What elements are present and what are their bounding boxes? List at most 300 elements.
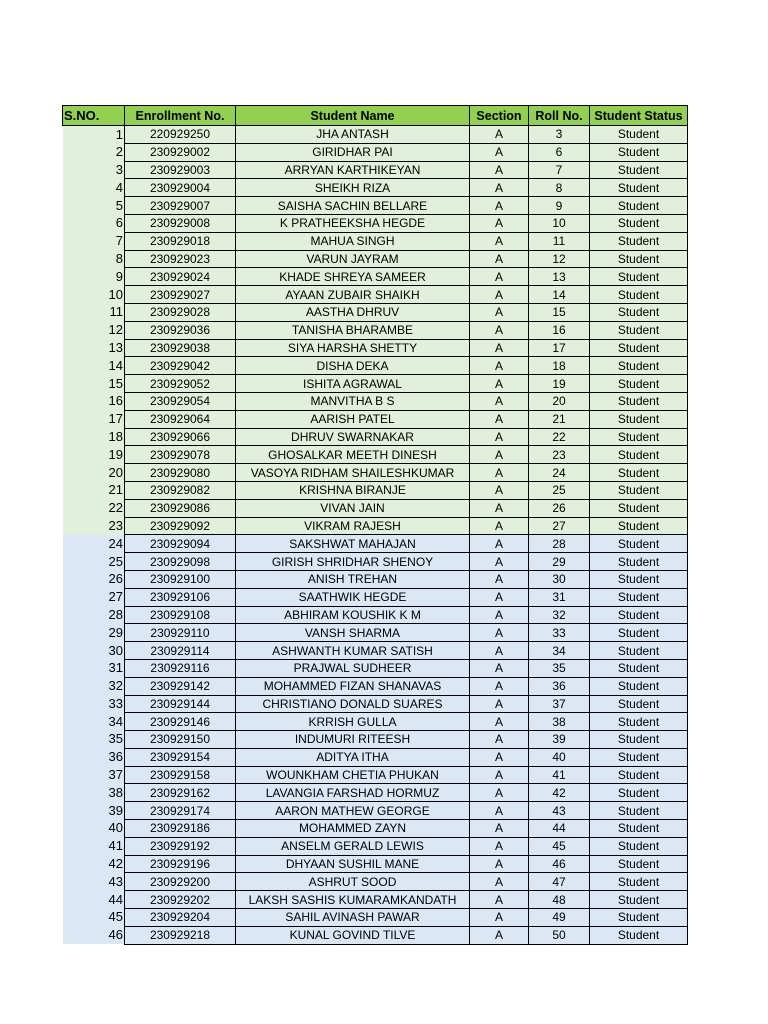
table-row bbox=[63, 410, 688, 428]
roll-no-cell: 31 bbox=[529, 588, 590, 606]
table-row bbox=[63, 909, 688, 927]
enrollment-cell: 230929094 bbox=[125, 535, 236, 553]
status-cell: Student bbox=[590, 731, 688, 749]
table-row bbox=[63, 481, 688, 499]
table-row bbox=[63, 570, 688, 588]
enrollment-cell: 230929116 bbox=[125, 659, 236, 677]
header-row bbox=[63, 106, 688, 126]
section-cell: A bbox=[470, 553, 529, 571]
section-cell: A bbox=[470, 535, 529, 553]
status-cell: Student bbox=[590, 179, 688, 197]
roll-no-cell: 12 bbox=[529, 250, 590, 268]
table-row bbox=[63, 891, 688, 909]
roll-no-cell: 36 bbox=[529, 677, 590, 695]
enrollment-cell: 230929082 bbox=[125, 481, 236, 499]
table-row bbox=[63, 499, 688, 517]
roll-no-cell: 11 bbox=[529, 232, 590, 250]
enrollment-cell: 230929003 bbox=[125, 161, 236, 179]
student-name-cell: PRAJWAL SUDHEER bbox=[236, 659, 470, 677]
section-cell: A bbox=[470, 820, 529, 838]
enrollment-cell: 230929158 bbox=[125, 766, 236, 784]
sno-cell: 41 bbox=[63, 837, 125, 855]
enrollment-cell: 230929106 bbox=[125, 588, 236, 606]
roll-no-cell: 17 bbox=[529, 339, 590, 357]
roll-no-cell: 44 bbox=[529, 820, 590, 838]
header-roll-no: Roll No. bbox=[529, 106, 590, 126]
sno-cell: 38 bbox=[63, 784, 125, 802]
enrollment-cell: 220929250 bbox=[125, 126, 236, 144]
roll-no-cell: 32 bbox=[529, 606, 590, 624]
student-name-cell: KRISHNA BIRANJE bbox=[236, 481, 470, 499]
sno-cell: 6 bbox=[63, 214, 125, 232]
student-name-cell: MANVITHA B S bbox=[236, 392, 470, 410]
enrollment-cell: 230929054 bbox=[125, 392, 236, 410]
table-row bbox=[63, 588, 688, 606]
roll-no-cell: 20 bbox=[529, 392, 590, 410]
table-header bbox=[63, 106, 688, 126]
status-cell: Student bbox=[590, 161, 688, 179]
table-row bbox=[63, 357, 688, 375]
roll-no-cell: 13 bbox=[529, 268, 590, 286]
student-name-cell: VARUN JAYRAM bbox=[236, 250, 470, 268]
student-name-cell: ANSELM GERALD LEWIS bbox=[236, 837, 470, 855]
status-cell: Student bbox=[590, 624, 688, 642]
roll-no-cell: 39 bbox=[529, 731, 590, 749]
table-row bbox=[63, 713, 688, 731]
roll-no-cell: 9 bbox=[529, 197, 590, 215]
student-name-cell: TANISHA BHARAMBE bbox=[236, 321, 470, 339]
table-row bbox=[63, 624, 688, 642]
table-row bbox=[63, 766, 688, 784]
table-row bbox=[63, 197, 688, 215]
status-cell: Student bbox=[590, 481, 688, 499]
table-row bbox=[63, 446, 688, 464]
sno-cell: 2 bbox=[63, 143, 125, 161]
enrollment-cell: 230929018 bbox=[125, 232, 236, 250]
roll-no-cell: 35 bbox=[529, 659, 590, 677]
student-name-cell: INDUMURI RITEESH bbox=[236, 731, 470, 749]
sno-cell: 39 bbox=[63, 802, 125, 820]
enrollment-cell: 230929066 bbox=[125, 428, 236, 446]
student-name-cell: ISHITA AGRAWAL bbox=[236, 375, 470, 393]
section-cell: A bbox=[470, 303, 529, 321]
status-cell: Student bbox=[590, 339, 688, 357]
student-name-cell: MOHAMMED ZAYN bbox=[236, 820, 470, 838]
student-name-cell: KHADE SHREYA SAMEER bbox=[236, 268, 470, 286]
sno-cell: 33 bbox=[63, 695, 125, 713]
sno-cell: 43 bbox=[63, 873, 125, 891]
student-name-cell: ASHWANTH KUMAR SATISH bbox=[236, 642, 470, 660]
sno-cell: 23 bbox=[63, 517, 125, 535]
section-cell: A bbox=[470, 268, 529, 286]
roll-no-cell: 7 bbox=[529, 161, 590, 179]
table-row bbox=[63, 321, 688, 339]
sno-cell: 5 bbox=[63, 197, 125, 215]
status-cell: Student bbox=[590, 535, 688, 553]
student-name-cell: DHYAAN SUSHIL MANE bbox=[236, 855, 470, 873]
status-cell: Student bbox=[590, 766, 688, 784]
status-cell: Student bbox=[590, 197, 688, 215]
student-name-cell: LAKSH SASHIS KUMARAMKANDATH bbox=[236, 891, 470, 909]
student-name-cell: VIVAN JAIN bbox=[236, 499, 470, 517]
student-name-cell: KRRISH GULLA bbox=[236, 713, 470, 731]
student-name-cell: MAHUA SINGH bbox=[236, 232, 470, 250]
enrollment-cell: 230929024 bbox=[125, 268, 236, 286]
sno-cell: 36 bbox=[63, 748, 125, 766]
status-cell: Student bbox=[590, 926, 688, 944]
student-name-cell: WOUNKHAM CHETIA PHUKAN bbox=[236, 766, 470, 784]
section-cell: A bbox=[470, 695, 529, 713]
status-cell: Student bbox=[590, 126, 688, 144]
roll-no-cell: 22 bbox=[529, 428, 590, 446]
enrollment-cell: 230929036 bbox=[125, 321, 236, 339]
roll-no-cell: 14 bbox=[529, 286, 590, 304]
student-name-cell: ASHRUT SOOD bbox=[236, 873, 470, 891]
status-cell: Student bbox=[590, 499, 688, 517]
table-row bbox=[63, 126, 688, 144]
table-body bbox=[63, 126, 688, 945]
student-name-cell: MOHAMMED FIZAN SHANAVAS bbox=[236, 677, 470, 695]
student-name-cell: ADITYA ITHA bbox=[236, 748, 470, 766]
section-cell: A bbox=[470, 446, 529, 464]
sno-cell: 29 bbox=[63, 624, 125, 642]
sno-cell: 35 bbox=[63, 731, 125, 749]
status-cell: Student bbox=[590, 695, 688, 713]
table-row bbox=[63, 232, 688, 250]
sno-cell: 19 bbox=[63, 446, 125, 464]
section-cell: A bbox=[470, 392, 529, 410]
enrollment-cell: 230929002 bbox=[125, 143, 236, 161]
status-cell: Student bbox=[590, 784, 688, 802]
table-row bbox=[63, 820, 688, 838]
student-name-cell: K PRATHEEKSHA HEGDE bbox=[236, 214, 470, 232]
section-cell: A bbox=[470, 784, 529, 802]
roll-no-cell: 48 bbox=[529, 891, 590, 909]
table-row bbox=[63, 143, 688, 161]
status-cell: Student bbox=[590, 873, 688, 891]
section-cell: A bbox=[470, 250, 529, 268]
sno-cell: 16 bbox=[63, 392, 125, 410]
enrollment-cell: 230929196 bbox=[125, 855, 236, 873]
roll-no-cell: 50 bbox=[529, 926, 590, 944]
enrollment-cell: 230929146 bbox=[125, 713, 236, 731]
table-row bbox=[63, 161, 688, 179]
table-row bbox=[63, 802, 688, 820]
enrollment-cell: 230929092 bbox=[125, 517, 236, 535]
sno-cell: 46 bbox=[63, 926, 125, 944]
student-name-cell: AARON MATHEW GEORGE bbox=[236, 802, 470, 820]
roll-no-cell: 43 bbox=[529, 802, 590, 820]
sno-cell: 37 bbox=[63, 766, 125, 784]
section-cell: A bbox=[470, 143, 529, 161]
enrollment-cell: 230929042 bbox=[125, 357, 236, 375]
table-row bbox=[63, 392, 688, 410]
roll-no-cell: 19 bbox=[529, 375, 590, 393]
roll-no-cell: 28 bbox=[529, 535, 590, 553]
sno-cell: 40 bbox=[63, 820, 125, 838]
section-cell: A bbox=[470, 126, 529, 144]
section-cell: A bbox=[470, 197, 529, 215]
student-name-cell: ABHIRAM KOUSHIK K M bbox=[236, 606, 470, 624]
section-cell: A bbox=[470, 499, 529, 517]
sno-cell: 4 bbox=[63, 179, 125, 197]
enrollment-cell: 230929008 bbox=[125, 214, 236, 232]
sno-cell: 13 bbox=[63, 339, 125, 357]
sno-cell: 11 bbox=[63, 303, 125, 321]
roll-no-cell: 37 bbox=[529, 695, 590, 713]
enrollment-cell: 230929162 bbox=[125, 784, 236, 802]
enrollment-cell: 230929086 bbox=[125, 499, 236, 517]
sno-cell: 8 bbox=[63, 250, 125, 268]
section-cell: A bbox=[470, 570, 529, 588]
roll-no-cell: 27 bbox=[529, 517, 590, 535]
enrollment-cell: 230929192 bbox=[125, 837, 236, 855]
section-cell: A bbox=[470, 873, 529, 891]
roll-no-cell: 10 bbox=[529, 214, 590, 232]
enrollment-cell: 230929154 bbox=[125, 748, 236, 766]
student-name-cell: VIKRAM RAJESH bbox=[236, 517, 470, 535]
section-cell: A bbox=[470, 232, 529, 250]
status-cell: Student bbox=[590, 606, 688, 624]
status-cell: Student bbox=[590, 143, 688, 161]
section-cell: A bbox=[470, 481, 529, 499]
section-cell: A bbox=[470, 339, 529, 357]
enrollment-cell: 230929108 bbox=[125, 606, 236, 624]
section-cell: A bbox=[470, 588, 529, 606]
table-row bbox=[63, 214, 688, 232]
table-row bbox=[63, 535, 688, 553]
student-name-cell: AYAAN ZUBAIR SHAIKH bbox=[236, 286, 470, 304]
enrollment-cell: 230929028 bbox=[125, 303, 236, 321]
enrollment-cell: 230929142 bbox=[125, 677, 236, 695]
enrollment-cell: 230929110 bbox=[125, 624, 236, 642]
section-cell: A bbox=[470, 802, 529, 820]
enrollment-cell: 230929064 bbox=[125, 410, 236, 428]
enrollment-cell: 230929144 bbox=[125, 695, 236, 713]
student-name-cell: ANISH TREHAN bbox=[236, 570, 470, 588]
status-cell: Student bbox=[590, 357, 688, 375]
table-row bbox=[63, 731, 688, 749]
roll-no-cell: 3 bbox=[529, 126, 590, 144]
sno-cell: 45 bbox=[63, 909, 125, 927]
status-cell: Student bbox=[590, 570, 688, 588]
status-cell: Student bbox=[590, 286, 688, 304]
enrollment-cell: 230929150 bbox=[125, 731, 236, 749]
table-row bbox=[63, 677, 688, 695]
roll-no-cell: 49 bbox=[529, 909, 590, 927]
header-student-status: Student Status bbox=[590, 106, 688, 126]
student-name-cell: SAATHWIK HEGDE bbox=[236, 588, 470, 606]
student-name-cell: JHA ANTASH bbox=[236, 126, 470, 144]
roll-no-cell: 18 bbox=[529, 357, 590, 375]
roll-no-cell: 33 bbox=[529, 624, 590, 642]
status-cell: Student bbox=[590, 677, 688, 695]
student-name-cell: KUNAL GOVIND TILVE bbox=[236, 926, 470, 944]
status-cell: Student bbox=[590, 428, 688, 446]
student-name-cell: SHEIKH RIZA bbox=[236, 179, 470, 197]
enrollment-cell: 230929114 bbox=[125, 642, 236, 660]
table-row bbox=[63, 606, 688, 624]
student-name-cell: SAHIL AVINASH PAWAR bbox=[236, 909, 470, 927]
enrollment-cell: 230929204 bbox=[125, 909, 236, 927]
status-cell: Student bbox=[590, 250, 688, 268]
sno-cell: 42 bbox=[63, 855, 125, 873]
section-cell: A bbox=[470, 375, 529, 393]
sno-cell: 34 bbox=[63, 713, 125, 731]
roll-no-cell: 25 bbox=[529, 481, 590, 499]
section-cell: A bbox=[470, 748, 529, 766]
enrollment-cell: 230929202 bbox=[125, 891, 236, 909]
status-cell: Student bbox=[590, 392, 688, 410]
sno-cell: 18 bbox=[63, 428, 125, 446]
table-row bbox=[63, 553, 688, 571]
enrollment-cell: 230929023 bbox=[125, 250, 236, 268]
enrollment-cell: 230929004 bbox=[125, 179, 236, 197]
roll-no-cell: 8 bbox=[529, 179, 590, 197]
sno-cell: 10 bbox=[63, 286, 125, 304]
status-cell: Student bbox=[590, 232, 688, 250]
table-row bbox=[63, 464, 688, 482]
status-cell: Student bbox=[590, 214, 688, 232]
status-cell: Student bbox=[590, 659, 688, 677]
status-cell: Student bbox=[590, 321, 688, 339]
sno-cell: 14 bbox=[63, 357, 125, 375]
section-cell: A bbox=[470, 642, 529, 660]
student-name-cell: SIYA HARSHA SHETTY bbox=[236, 339, 470, 357]
section-cell: A bbox=[470, 179, 529, 197]
section-cell: A bbox=[470, 464, 529, 482]
enrollment-cell: 230929078 bbox=[125, 446, 236, 464]
sno-cell: 25 bbox=[63, 553, 125, 571]
student-name-cell: ARRYAN KARTHIKEYAN bbox=[236, 161, 470, 179]
section-cell: A bbox=[470, 766, 529, 784]
status-cell: Student bbox=[590, 909, 688, 927]
section-cell: A bbox=[470, 606, 529, 624]
section-cell: A bbox=[470, 357, 529, 375]
roll-no-cell: 24 bbox=[529, 464, 590, 482]
sno-cell: 12 bbox=[63, 321, 125, 339]
table-row bbox=[63, 250, 688, 268]
status-cell: Student bbox=[590, 588, 688, 606]
table-row bbox=[63, 303, 688, 321]
section-cell: A bbox=[470, 909, 529, 927]
status-cell: Student bbox=[590, 410, 688, 428]
table-row bbox=[63, 517, 688, 535]
table-row bbox=[63, 837, 688, 855]
student-name-cell: VANSH SHARMA bbox=[236, 624, 470, 642]
status-cell: Student bbox=[590, 446, 688, 464]
header-section: Section bbox=[470, 106, 529, 126]
sno-cell: 3 bbox=[63, 161, 125, 179]
sno-cell: 32 bbox=[63, 677, 125, 695]
table-row bbox=[63, 642, 688, 660]
enrollment-cell: 230929100 bbox=[125, 570, 236, 588]
status-cell: Student bbox=[590, 375, 688, 393]
header-enrollment: Enrollment No. bbox=[125, 106, 236, 126]
status-cell: Student bbox=[590, 303, 688, 321]
table-row bbox=[63, 375, 688, 393]
sno-cell: 26 bbox=[63, 570, 125, 588]
student-name-cell: CHRISTIANO DONALD SUARES bbox=[236, 695, 470, 713]
student-name-cell: DHRUV SWARNAKAR bbox=[236, 428, 470, 446]
student-name-cell: DISHA DEKA bbox=[236, 357, 470, 375]
table-row bbox=[63, 179, 688, 197]
sno-cell: 15 bbox=[63, 375, 125, 393]
enrollment-cell: 230929052 bbox=[125, 375, 236, 393]
status-cell: Student bbox=[590, 820, 688, 838]
status-cell: Student bbox=[590, 837, 688, 855]
enrollment-cell: 230929098 bbox=[125, 553, 236, 571]
header-student-name: Student Name bbox=[236, 106, 470, 126]
section-cell: A bbox=[470, 659, 529, 677]
sno-cell: 24 bbox=[63, 535, 125, 553]
table-row bbox=[63, 286, 688, 304]
status-cell: Student bbox=[590, 802, 688, 820]
student-table bbox=[62, 105, 688, 945]
roll-no-cell: 16 bbox=[529, 321, 590, 339]
enrollment-cell: 230929007 bbox=[125, 197, 236, 215]
table-row bbox=[63, 926, 688, 944]
section-cell: A bbox=[470, 161, 529, 179]
table-row bbox=[63, 855, 688, 873]
section-cell: A bbox=[470, 624, 529, 642]
sno-cell: 28 bbox=[63, 606, 125, 624]
section-cell: A bbox=[470, 713, 529, 731]
roll-no-cell: 29 bbox=[529, 553, 590, 571]
student-name-cell: AASTHA DHRUV bbox=[236, 303, 470, 321]
table-row bbox=[63, 268, 688, 286]
student-name-cell: SAISHA SACHIN BELLARE bbox=[236, 197, 470, 215]
sno-cell: 21 bbox=[63, 481, 125, 499]
roll-no-cell: 15 bbox=[529, 303, 590, 321]
status-cell: Student bbox=[590, 642, 688, 660]
enrollment-cell: 230929038 bbox=[125, 339, 236, 357]
student-name-cell: GHOSALKAR MEETH DINESH bbox=[236, 446, 470, 464]
section-cell: A bbox=[470, 410, 529, 428]
roll-no-cell: 46 bbox=[529, 855, 590, 873]
sno-cell: 20 bbox=[63, 464, 125, 482]
status-cell: Student bbox=[590, 713, 688, 731]
roll-no-cell: 34 bbox=[529, 642, 590, 660]
roll-no-cell: 45 bbox=[529, 837, 590, 855]
sno-cell: 7 bbox=[63, 232, 125, 250]
roll-no-cell: 40 bbox=[529, 748, 590, 766]
section-cell: A bbox=[470, 321, 529, 339]
sno-cell: 17 bbox=[63, 410, 125, 428]
section-cell: A bbox=[470, 855, 529, 873]
student-name-cell: VASOYA RIDHAM SHAILESHKUMAR bbox=[236, 464, 470, 482]
section-cell: A bbox=[470, 837, 529, 855]
enrollment-cell: 230929218 bbox=[125, 926, 236, 944]
student-name-cell: LAVANGIA FARSHAD HORMUZ bbox=[236, 784, 470, 802]
section-cell: A bbox=[470, 428, 529, 446]
sno-cell: 9 bbox=[63, 268, 125, 286]
section-cell: A bbox=[470, 286, 529, 304]
enrollment-cell: 230929080 bbox=[125, 464, 236, 482]
roll-no-cell: 47 bbox=[529, 873, 590, 891]
enrollment-cell: 230929186 bbox=[125, 820, 236, 838]
sno-cell: 27 bbox=[63, 588, 125, 606]
roll-no-cell: 23 bbox=[529, 446, 590, 464]
status-cell: Student bbox=[590, 891, 688, 909]
table-row bbox=[63, 695, 688, 713]
section-cell: A bbox=[470, 926, 529, 944]
section-cell: A bbox=[470, 677, 529, 695]
section-cell: A bbox=[470, 214, 529, 232]
header-sno: S.NO. bbox=[63, 106, 125, 126]
enrollment-cell: 230929174 bbox=[125, 802, 236, 820]
roll-no-cell: 38 bbox=[529, 713, 590, 731]
